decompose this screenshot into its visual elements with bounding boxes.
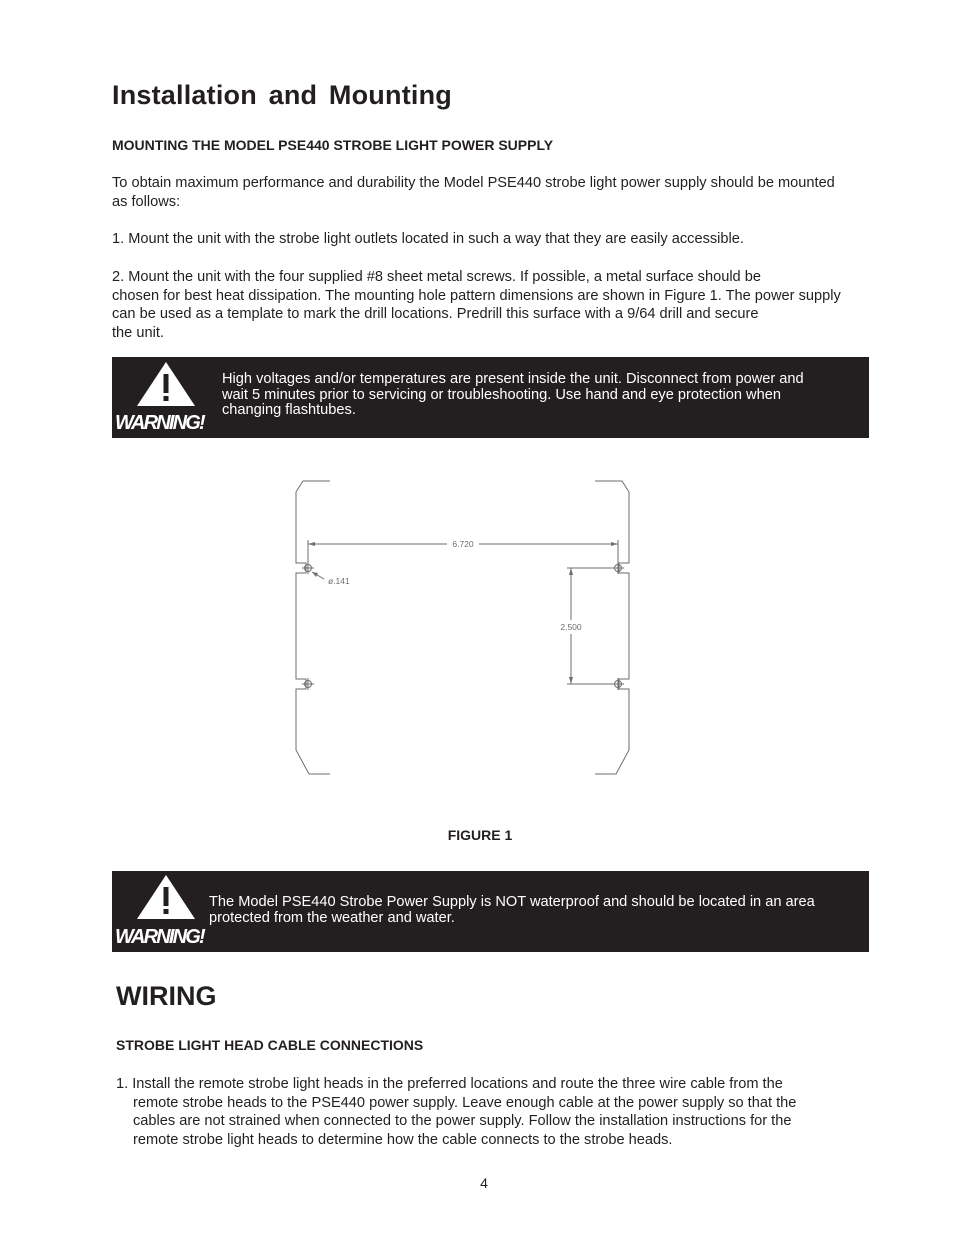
warning-line: The Model PSE440 Strobe Power Supply is NOT waterproof and should be located in an area: [209, 894, 815, 910]
wiring-line: remote strobe light heads to determine how the cable connects to the strobe heads.: [133, 1131, 673, 1148]
warning-label: WARNING!: [115, 412, 204, 434]
step2-line: 2. Mount the unit with the four supplied #8 sheet metal screws. If possible, a metal surface should be: [112, 269, 761, 285]
warning-line: changing flashtubes.: [222, 402, 356, 419]
wiring-line: cables are not strained when connected to the power supply. Follow the installation instructions for the: [133, 1113, 792, 1129]
intro-line: To obtain maximum performance and durability the Model PSE440 strobe light power supply should be mounted: [112, 175, 835, 191]
dim-arrow: [569, 677, 573, 684]
height-dimension-label: 2.500: [560, 622, 582, 632]
warning-triangle-icon: [135, 873, 197, 921]
warning-box-high-voltage: [112, 357, 869, 438]
mounting-step-2: [112, 268, 841, 342]
mounting-hole-diagram: [280, 470, 650, 790]
wiring-line: 1. Install the remote strobe light heads in the preferred locations and route the three wire cable from the: [116, 1076, 783, 1092]
page-title: Installation and Mounting: [112, 80, 452, 110]
hole-diameter-label: ø.141: [328, 576, 350, 586]
warning-line: High voltages and/or temperatures are present inside the unit. Disconnect from power and: [222, 371, 804, 387]
width-dimension-label: 6.720: [452, 539, 474, 549]
mounting-step-1: 1. Mount the unit with the strobe light outlets located in such a way that they are easily accessible.: [112, 231, 744, 247]
wiring-title: WIRING: [116, 981, 217, 1011]
section-heading-cable-connections: STROBE LIGHT HEAD CABLE CONNECTIONS: [116, 1037, 424, 1053]
warning-box-waterproof: [112, 871, 869, 952]
figure-caption: FIGURE 1: [447, 827, 513, 843]
page-number: 4: [480, 1175, 488, 1191]
dim-arrow: [308, 542, 315, 546]
warning-text: [222, 372, 804, 419]
mounting-hole: [302, 678, 314, 690]
warning-line: wait 5 minutes prior to servicing or troubleshooting. Use hand and eye protection when: [222, 386, 781, 403]
warning-label: WARNING!: [115, 926, 204, 948]
dim-arrow: [312, 572, 318, 577]
intro-line: as follows:: [112, 193, 181, 210]
warning-triangle-icon: [135, 360, 197, 408]
intro-paragraph: [112, 174, 835, 211]
warning-text: [209, 895, 815, 926]
section-heading-mounting: MOUNTING THE MODEL PSE440 STROBE LIGHT POWER SUPPLY: [112, 137, 554, 153]
step2-line: the unit.: [112, 324, 164, 341]
mounting-hole: [612, 678, 624, 690]
unit-outline-right: [595, 481, 629, 774]
dim-arrow: [611, 542, 618, 546]
mounting-hole: [612, 562, 624, 574]
dim-arrow: [569, 568, 573, 575]
step2-line: can be used as a template to mark the drill locations. Predrill this surface with a 9/64 drill and secure: [112, 306, 759, 322]
warning-line: protected from the weather and water.: [209, 909, 455, 926]
step2-line: chosen for best heat dissipation. The mounting hole pattern dimensions are shown in Figure 1. The power supply: [112, 287, 841, 304]
wiring-step-1: [116, 1075, 796, 1149]
wiring-line: remote strobe heads to the PSE440 power supply. Leave enough cable at the power supply so that the: [133, 1094, 797, 1111]
unit-outline-left: [296, 481, 330, 774]
